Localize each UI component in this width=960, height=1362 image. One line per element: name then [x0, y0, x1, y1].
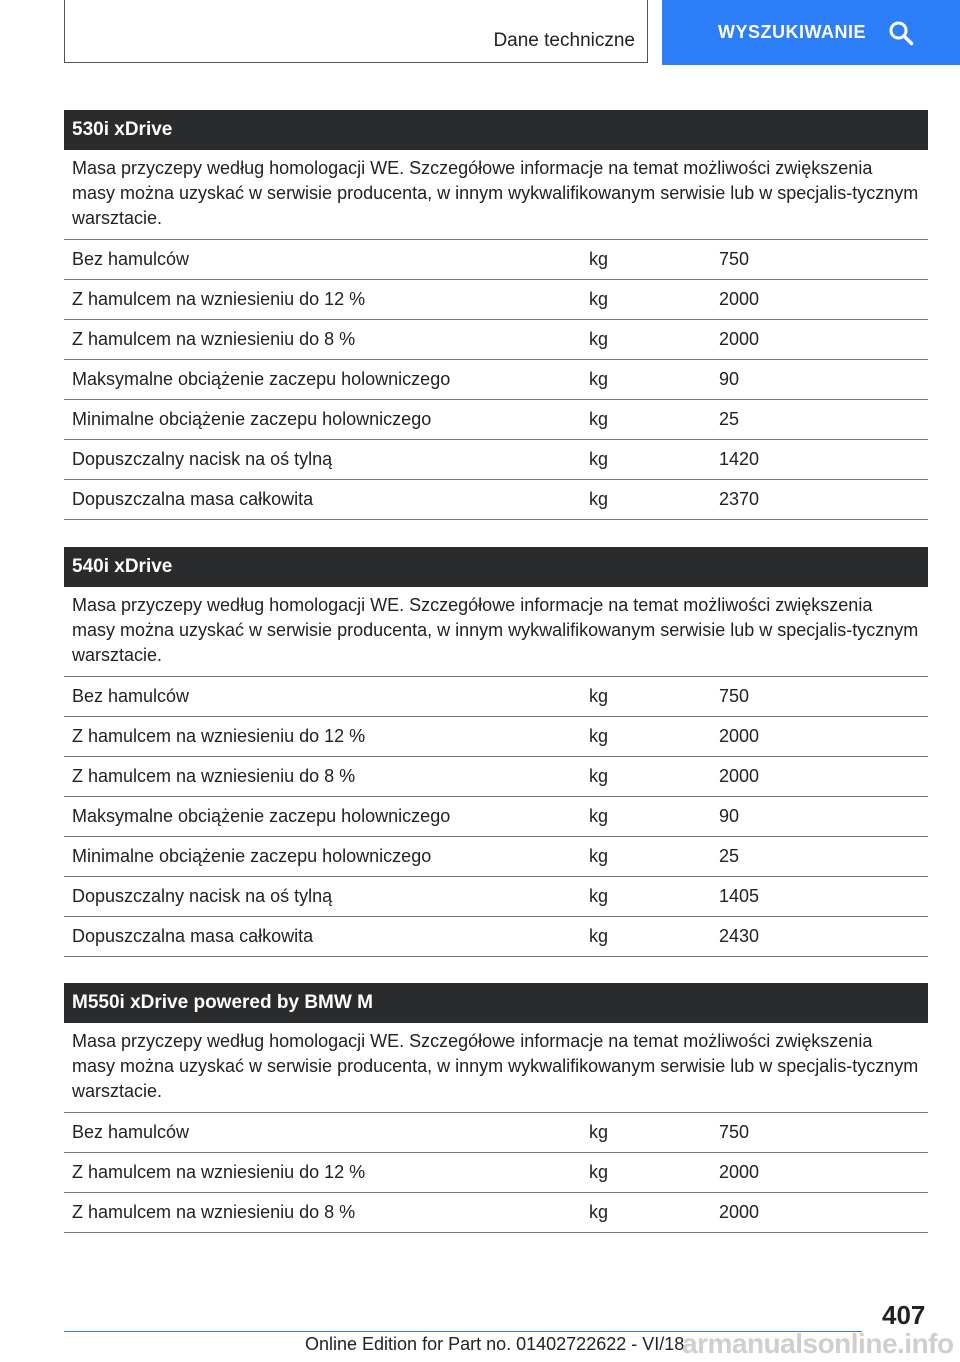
row-label: Bez hamulców	[72, 686, 190, 706]
row-unit: kg	[589, 1162, 609, 1182]
table-row	[64, 917, 928, 957]
row-value: 2000	[719, 726, 760, 746]
table-row	[64, 1153, 928, 1193]
row-value: 2000	[719, 766, 760, 786]
row-label: Minimalne obciążenie zaczepu holowniczego	[72, 846, 432, 866]
search-button[interactable]	[662, 0, 960, 65]
table-row	[64, 480, 928, 520]
row-label: Z hamulcem na wzniesieniu do 8 %	[72, 329, 356, 349]
row-value: 90	[719, 369, 740, 389]
row-unit: kg	[589, 449, 609, 469]
row-value: 750	[719, 1122, 750, 1142]
row-unit: kg	[589, 369, 609, 389]
row-unit: kg	[589, 806, 609, 826]
table-row	[64, 717, 928, 757]
row-value: 2430	[719, 926, 760, 946]
row-label: Maksymalne obciążenie zaczepu holowniczego	[72, 369, 451, 389]
table-row	[64, 877, 928, 917]
table-row	[64, 1113, 928, 1153]
row-unit: kg	[589, 1122, 609, 1142]
table-row	[64, 677, 928, 717]
row-label: Z hamulcem na wzniesieniu do 12 %	[72, 726, 366, 746]
section-title: 540i xDrive	[64, 547, 928, 587]
edition-text: Online Edition for Part no. 01402722622 - VI/18	[305, 1334, 685, 1354]
row-unit: kg	[589, 489, 609, 509]
table-row	[64, 440, 928, 480]
row-value: 2370	[719, 489, 760, 509]
table-row	[64, 320, 928, 360]
row-label: Bez hamulców	[72, 249, 190, 269]
row-unit: kg	[589, 329, 609, 349]
table-row	[64, 280, 928, 320]
row-label: Dopuszczalny nacisk na oś tylną	[72, 886, 333, 906]
row-value: 2000	[719, 1162, 760, 1182]
row-label: Z hamulcem na wzniesieniu do 8 %	[72, 766, 356, 786]
row-label: Dopuszczalna masa całkowita	[72, 926, 314, 946]
row-label: Z hamulcem na wzniesieniu do 8 %	[72, 1202, 356, 1222]
table-row	[64, 757, 928, 797]
table-row	[64, 797, 928, 837]
section-description: Masa przyczepy według homologacji WE. Szczegółowe informacje na temat możliwości zwiększenia masy można uzyskać w serwisie producenta, w innym wykwalifikowanym serwisie lub w specjalis-tycznym warsztacie.	[64, 587, 928, 677]
row-value: 25	[719, 846, 740, 866]
row-value: 25	[719, 409, 740, 429]
section-540i	[64, 547, 928, 957]
chapter-title: Dane techniczne	[493, 30, 635, 51]
row-value: 2000	[719, 1202, 760, 1222]
row-value: 750	[719, 249, 750, 269]
search-button-label: WYSZUKIWANIE	[718, 22, 866, 42]
row-label: Minimalne obciążenie zaczepu holowniczego	[72, 409, 432, 429]
row-label: Z hamulcem na wzniesieniu do 12 %	[72, 1162, 366, 1182]
table-row	[64, 240, 928, 280]
row-value: 2000	[719, 329, 760, 349]
table-row	[64, 837, 928, 877]
table-row	[64, 360, 928, 400]
row-value: 1405	[719, 886, 760, 906]
row-unit: kg	[589, 409, 609, 429]
row-unit: kg	[589, 1202, 609, 1222]
page-number: 407	[882, 1300, 926, 1330]
row-value: 1420	[719, 449, 760, 469]
row-unit: kg	[589, 249, 609, 269]
row-value: 90	[719, 806, 740, 826]
row-label: Dopuszczalna masa całkowita	[72, 489, 314, 509]
row-label: Dopuszczalny nacisk na oś tylną	[72, 449, 333, 469]
table-row	[64, 1193, 928, 1233]
section-description: Masa przyczepy według homologacji WE. Szczegółowe informacje na temat możliwości zwiększenia masy można uzyskać w serwisie producenta, w innym wykwalifikowanym serwisie lub w specjalis-tycznym warsztacie.	[64, 150, 928, 240]
section-title: 530i xDrive	[64, 110, 928, 150]
row-unit: kg	[589, 686, 609, 706]
row-unit: kg	[589, 846, 609, 866]
row-label: Z hamulcem na wzniesieniu do 12 %	[72, 289, 366, 309]
row-value: 2000	[719, 289, 760, 309]
row-label: Bez hamulców	[72, 1122, 190, 1142]
section-description: Masa przyczepy według homologacji WE. Szczegółowe informacje na temat możliwości zwiększenia masy można uzyskać w serwisie producenta, w innym wykwalifikowanym serwisie lub w specjalis-tycznym warsztacie.	[64, 1023, 928, 1113]
search-icon	[888, 20, 914, 46]
row-unit: kg	[589, 726, 609, 746]
watermark-logo: armanualsonline.info	[682, 1328, 954, 1359]
header-tab	[64, 0, 648, 63]
row-label: Maksymalne obciążenie zaczepu holowniczego	[72, 806, 451, 826]
section-m550i	[64, 983, 928, 1233]
table-row	[64, 400, 928, 440]
section-title: M550i xDrive powered by BMW M	[64, 983, 928, 1023]
row-unit: kg	[589, 289, 609, 309]
row-unit: kg	[589, 886, 609, 906]
row-unit: kg	[589, 766, 609, 786]
section-530i	[64, 110, 928, 520]
row-value: 750	[719, 686, 750, 706]
row-unit: kg	[589, 926, 609, 946]
